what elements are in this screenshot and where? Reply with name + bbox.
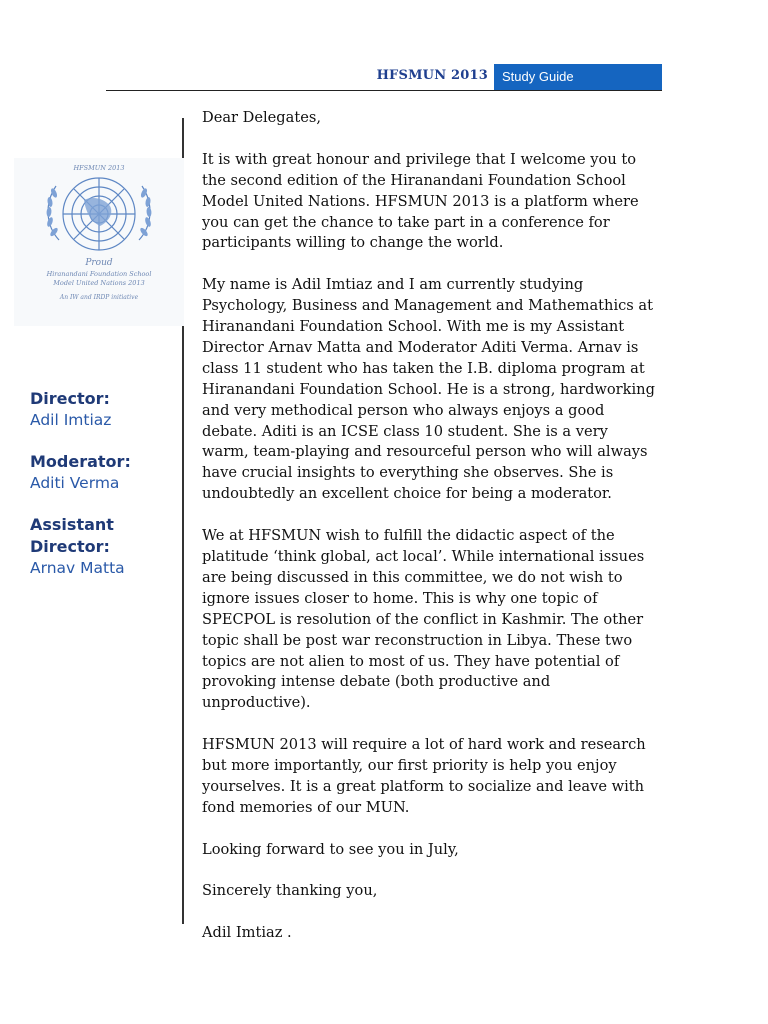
logo-script-text: Proud [85, 258, 113, 268]
assistant-director-label-line2: Director: [30, 537, 110, 556]
director-label: Director: [30, 389, 110, 408]
un-logo [14, 158, 184, 326]
moderator-entry [30, 451, 131, 493]
letter-closing-line: Looking forward to see you in July, [202, 840, 459, 858]
letter-salutation: Dear Delegates, [202, 109, 321, 126]
page-header [106, 64, 662, 91]
assistant-director-label-line1: Assistant [30, 515, 114, 534]
assistant-director-entry [30, 514, 125, 578]
logo-school-line: Hiranandani Foundation School [46, 270, 152, 278]
header-title: HFSMUN 2013 [376, 68, 488, 83]
header-section-tab: Study Guide [494, 64, 662, 90]
logo-top-text: HFSMUN 2013 [73, 164, 125, 172]
letter-signature: Adil Imtiaz . [202, 924, 292, 942]
welcome-letter [202, 108, 657, 965]
moderator-label: Moderator: [30, 452, 131, 471]
assistant-director-name: Arnav Matta [30, 559, 125, 577]
director-entry [30, 388, 111, 430]
logo-initiative-line: An IW and IRDP initiative [59, 294, 139, 301]
letter-sign-off: Sincerely thanking you, [202, 882, 378, 900]
un-emblem-icon [14, 170, 184, 270]
logo-mun-line: Model United Nations 2013 [53, 279, 145, 287]
letter-paragraph-3: We at HFSMUN wish to fulfill the didactic aspect of the platitude ‘think global, act local’. While international issues are being discussed in this committee, we do not wish to ignore issues closer to home. This is why one topic of SPECPOL is resolution of the conflict in Kashmir. The other topic shall be post war reconstruction in Libya. These two topics are not alien to most of us. They have potential of provoking intense debate (both productive and unproductive). [202, 527, 645, 712]
moderator-name: Aditi Verma [30, 474, 120, 492]
director-name: Adil Imtiaz [30, 411, 112, 429]
letter-paragraph-4: HFSMUN 2013 will require a lot of hard work and research but more importantly, our first priority is help you enjoy yourselves. It is a great platform to socialize and leave with fond memories of our MUN. [202, 736, 646, 816]
letter-paragraph-1: It is with great honour and privilege that I welcome you to the second edition of the Hiranandani Foundation School Model United Nations. HFSMUN 2013 is a platform where you can get the chance to take part in a conference for participants willing to change the world. [202, 150, 639, 252]
letter-paragraph-2: My name is Adil Imtiaz and I am currently studying Psychology, Business and Management and Mathemathics at Hiranandani Foundation School. With me is my Assistant Director Arnav Matta and Moderator Aditi Verma. Arnav is class 11 student who has taken the I.B. diploma program at Hiranandani Foundation School. He is a strong, hardworking and very methodical person who always enjoys a good debate. Aditi is an ICSE class 10 student. She is a very warm, team-playing and resourceful person who will always have crucial insights to everything she observes. She is undoubtedly an excellent choice for being a moderator. [202, 276, 655, 503]
